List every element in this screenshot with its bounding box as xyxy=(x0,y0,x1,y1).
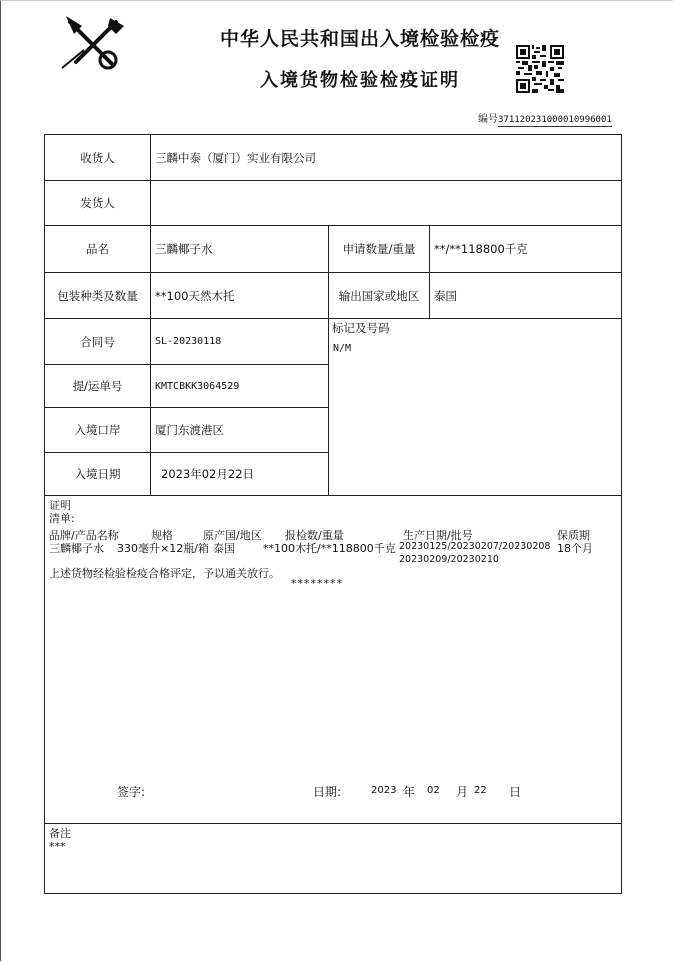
bill-of-lading-value: KMTCBKK3064529 xyxy=(155,380,240,392)
col-quantity-header: 报检数/重量 xyxy=(285,529,344,542)
marks-value: N/M xyxy=(333,342,352,354)
marks-label: 标记及号码 xyxy=(332,321,390,335)
quantity-value: **/**118800千克 xyxy=(434,242,528,256)
document-title: 中华人民共和国出入境检验检疫 xyxy=(219,28,500,50)
signature-label: 签字: xyxy=(117,785,146,799)
inspection-conclusion: 上述货物经检验检疫合格评定，予以通关放行。 xyxy=(49,567,280,580)
row-batch-line-1: 20230125/20230207/20230208 xyxy=(399,541,551,552)
col-spec-header: 规格 xyxy=(151,529,173,542)
col-brand-header: 品牌/产品名称 xyxy=(49,529,119,542)
entry-date-value: 2023年02月22日 xyxy=(161,467,255,481)
serial-label: 编号 xyxy=(478,114,498,125)
contract-no-label: 合同号 xyxy=(80,334,115,349)
entry-date-label: 入境日期 xyxy=(74,467,121,481)
consignee-label: 收货人 xyxy=(80,150,115,165)
remarks-label: 备注 xyxy=(49,827,71,840)
serial-value: 371120231000010996001 xyxy=(498,115,612,125)
sign-month: 02 xyxy=(427,785,440,796)
remarks-value: *** xyxy=(49,840,66,853)
col-batch-header: 生产日期/批号 xyxy=(403,529,473,542)
sign-month-unit: 月 xyxy=(456,785,469,799)
col-origin-header: 原产国/地区 xyxy=(203,529,262,542)
sign-date-label: 日期: xyxy=(313,785,342,799)
remarks-section xyxy=(49,827,71,853)
row-spec: 330毫升×12瓶/箱 xyxy=(117,542,209,555)
row-batch-line-2: 20230209/20230210 xyxy=(399,554,499,565)
sign-day-unit: 日 xyxy=(509,785,522,799)
contract-no-value: SL-20230118 xyxy=(155,336,222,347)
package-label: 包装种类及数量 xyxy=(57,288,138,303)
package-value: **100天然木托 xyxy=(155,288,235,303)
end-marker: ******** xyxy=(291,577,343,590)
consignor-label: 发货人 xyxy=(80,196,115,210)
qr-code-icon xyxy=(516,45,564,93)
row-quantity: **100木托/**118800千克 xyxy=(263,542,396,555)
sign-year: 2023 xyxy=(371,785,397,796)
origin-country-value: 泰国 xyxy=(434,288,457,303)
quantity-label: 申请数量/重量 xyxy=(342,242,416,256)
goods-list xyxy=(49,527,619,567)
document-subtitle: 入境货物检验检疫证明 xyxy=(260,70,460,91)
serial-number xyxy=(478,110,612,125)
col-shelf-life-header: 保质期 xyxy=(557,529,590,542)
consignee-value: 三麟中泰（厦门）实业有限公司 xyxy=(155,150,316,165)
ciq-emblem-icon xyxy=(58,12,130,72)
row-origin: 泰国 xyxy=(213,542,235,555)
entry-port-label: 入境口岸 xyxy=(74,423,121,437)
row-divider xyxy=(45,495,621,496)
product-name-label: 品名 xyxy=(86,242,109,256)
product-name-value: 三麟椰子水 xyxy=(155,242,213,256)
row-shelf-life: 18个月 xyxy=(557,542,593,555)
certificate-body xyxy=(49,499,619,525)
certificate-heading: 证明 xyxy=(49,499,71,512)
row-brand: 三麟椰子水 xyxy=(49,542,104,555)
bill-of-lading-label: 提/运单号 xyxy=(72,379,123,393)
entry-port-value: 厦门东渡港区 xyxy=(155,423,224,437)
list-label: 清单: xyxy=(49,512,75,525)
certificate-form xyxy=(44,134,622,894)
row-divider xyxy=(45,823,621,824)
consignor-value xyxy=(151,181,615,225)
sign-day: 22 xyxy=(474,785,487,796)
sign-year-unit: 年 xyxy=(403,785,416,799)
origin-country-label: 输出国家或地区 xyxy=(338,288,420,303)
